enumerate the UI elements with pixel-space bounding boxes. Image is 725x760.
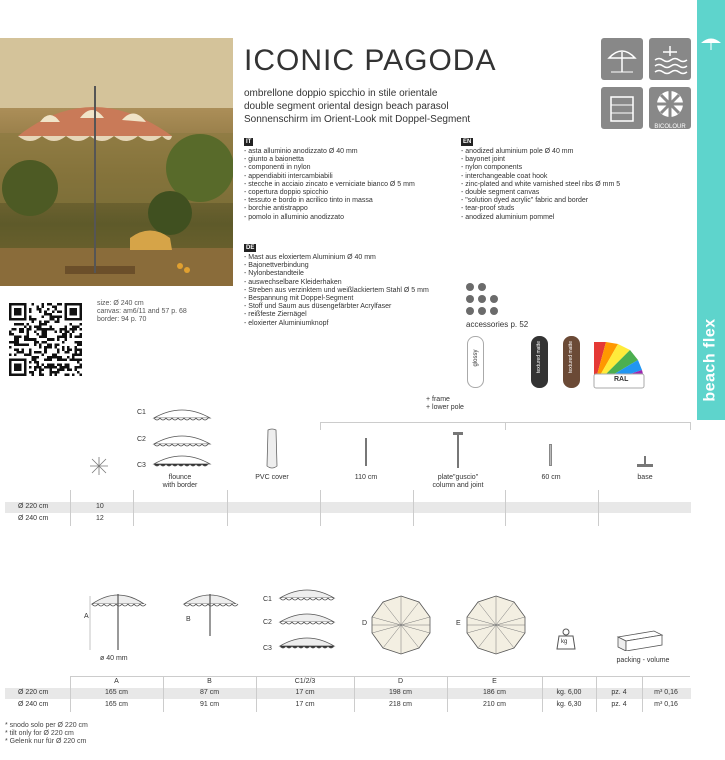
dim-c1-label: C1 [263, 596, 272, 603]
dim-d-drawing [370, 594, 432, 661]
finish-textured-brown-label: textured matte [568, 341, 574, 373]
dims-cell-e: 210 cm [483, 701, 506, 708]
plate-label [416, 474, 500, 490]
flounce-line: flounce [168, 474, 192, 481]
dims-header-b: B [207, 678, 212, 685]
dim-a-label: A [84, 613, 89, 620]
spec-item-it: - giunto a baionetta [244, 156, 304, 164]
dim-e-label: E [456, 620, 461, 627]
packing-volume-label: packing - volume [616, 657, 670, 664]
umbrella-badge [601, 38, 643, 80]
dims-cell-kg: kg. 6,30 [556, 701, 582, 708]
qr-code [9, 303, 82, 376]
footnotes [5, 722, 88, 747]
spec-item-de: - eloxierter Aluminiumknopf [244, 319, 329, 327]
bicolour-badge [649, 87, 691, 129]
spec-item-de: - Nylonbestandteile [244, 270, 304, 278]
finish-textured-brown [563, 336, 580, 388]
spec-item-it: - pomolo in alluminio anodizzato [244, 213, 344, 221]
page-title: ICONIC PAGODA [244, 44, 497, 77]
dims-cell-size: Ø 240 cm [18, 701, 49, 708]
spec-item-de: - Streben aus verzinktem und weißlackiertem Stahl Ø 5 mm [244, 286, 429, 294]
spec-item-de: - Bespannung mit Doppel-Segment [244, 295, 354, 303]
spec-item-en: - interchangeable coat hook [461, 172, 548, 180]
finish-textured-dark-label: textured matte [536, 341, 542, 373]
dims-cell-m3: m³ 0,16 [654, 689, 678, 696]
flounce-drawing [150, 402, 214, 477]
spec-item-en: - anodized aluminium pole Ø 40 mm [461, 148, 574, 155]
spec-item-it: - asta alluminio anodizzato Ø 40 mm [244, 148, 358, 155]
bracket-tick [505, 422, 506, 430]
umbrella-tab-icon [700, 36, 722, 55]
bracket-tick [320, 422, 321, 430]
with-border-line: with border [162, 482, 198, 490]
specs-de [244, 236, 429, 328]
dims-cell-a: 165 cm [105, 689, 128, 696]
options-size-220: Ø 220 cm [18, 503, 49, 510]
frame-note [426, 396, 464, 412]
flounce-label [140, 474, 220, 490]
dims-cell-d: 218 cm [389, 701, 412, 708]
accessories-dots-icon [465, 282, 501, 323]
spec-item-de: - Mast aus eloxiertem Aluminium Ø 40 mm [244, 254, 376, 261]
bicolour-label: BICOLOUR [654, 124, 686, 130]
lang-tag-de: DE [246, 245, 255, 251]
side-tab-label: beach flex [702, 318, 720, 402]
option-c2-label: C2 [137, 436, 146, 443]
ral-fan-icon [592, 336, 646, 395]
weight-kg-label: kg [561, 639, 568, 645]
info-canvas: canvas: am6/11 and 57 p. 68 [97, 308, 187, 316]
dims-cell-pz: pz. 4 [611, 689, 627, 696]
lower-pole-line: + lower pole [426, 404, 464, 412]
dim-c3-label: C3 [263, 645, 272, 652]
dim-c-drawing [276, 582, 338, 659]
dims-cell-c: 17 cm [295, 689, 315, 696]
dims-cell-b: 87 cm [199, 689, 220, 696]
col-divider [598, 490, 599, 526]
product-photo [0, 38, 233, 286]
option-c3-label: C3 [137, 462, 146, 469]
spec-item-de: - Bajonettverbindung [244, 262, 309, 270]
dims-header-e: E [492, 678, 497, 685]
waterproof-badge [649, 38, 691, 80]
frame-line: + frame [426, 396, 450, 403]
dims-cell-b: 91 cm [199, 701, 220, 708]
pole-60-drawing [549, 444, 552, 466]
dims-cell-kg: kg. 6,00 [556, 689, 582, 696]
spec-item-it: - appendiabiti intercambiabili [244, 172, 333, 180]
dim-c2-label: C2 [263, 619, 272, 626]
dims-header-a: A [114, 678, 119, 685]
spec-item-en: - bayonet joint [461, 156, 505, 164]
spec-item-it: - copertura doppio spicchio [244, 189, 329, 197]
base-label: base [637, 474, 653, 481]
options-size-240: Ø 240 cm [18, 515, 49, 522]
spec-item-en: - zinc-plated and white varnished steel ribs Ø mm 5 [461, 180, 621, 188]
dim-d-label: D [362, 620, 368, 627]
finish-glossy [467, 336, 484, 388]
dims-cell-c: 17 cm [295, 701, 315, 708]
col-divider [320, 490, 321, 526]
beach-stand-badge [601, 87, 643, 129]
spec-item-it: - componenti in nylon [244, 164, 311, 172]
specs-it [244, 130, 415, 222]
plate-line: plate"guscio" [437, 474, 479, 481]
finish-textured-dark [531, 336, 548, 388]
pole-60-label: 60 cm [541, 474, 561, 481]
plate-drawing [452, 432, 464, 473]
col-divider [413, 490, 414, 526]
spec-item-en: - nylon components [461, 164, 523, 172]
packing-box-icon [616, 625, 664, 656]
footnote-de: * Gelenk nur für Ø 220 cm [5, 738, 87, 746]
spec-item-de: - reißfeste Ziernägel [244, 311, 307, 319]
dims-cell-d: 198 cm [389, 689, 412, 696]
pvc-cover-drawing [265, 428, 279, 475]
finish-glossy-label: glossy [473, 349, 479, 367]
col-divider [70, 490, 71, 526]
weight-icon [556, 628, 576, 655]
col-divider [505, 490, 506, 526]
spec-item-it: - borchie antistrappo [244, 205, 308, 213]
bracket-tick [690, 422, 691, 430]
column-joint-line: column and joint [432, 482, 484, 490]
options-ribs-240: 12 [96, 515, 104, 522]
spec-item-en: - anodized aluminium pommel [461, 213, 555, 221]
pole-diameter-label: ø 40 mm [100, 655, 128, 662]
product-info [97, 300, 187, 325]
options-row-band [5, 502, 691, 513]
option-c1-label: C1 [137, 409, 146, 416]
spec-item-de: - Stoff und Saum aus düsengefärbter Acrylfaser [244, 303, 392, 311]
dims-header-d: D [397, 678, 404, 685]
dim-b-label: B [186, 616, 191, 623]
col-divider [133, 490, 134, 526]
accessories-label: accessories p. 52 [466, 320, 529, 329]
dims-cell-e: 186 cm [483, 689, 506, 696]
dim-a-drawing [88, 588, 148, 657]
dims-cell-pz: pz. 4 [611, 701, 627, 708]
info-border: border: 94 p. 70 [97, 316, 147, 324]
spec-item-en: - "solution dyed acrylic" fabric and border [461, 197, 589, 205]
dims-cell-m3: m³ 0,16 [654, 701, 678, 708]
ribs-icon [88, 455, 110, 482]
footnote-it: * snodo solo per Ø 220 cm [5, 722, 88, 729]
info-size: size: Ø 240 cm [97, 300, 144, 307]
subtitle-it: ombrellone doppio spicchio in stile orientale [244, 88, 438, 99]
dim-e-drawing [465, 594, 527, 661]
dims-header-c: C1/2/3 [294, 678, 316, 685]
base-drawing [636, 455, 654, 473]
subtitle-de: Sonnenschirm im Orient-Look mit Doppel-Segment [244, 114, 471, 125]
subtitle-en: double segment oriental design beach parasol [244, 101, 449, 112]
pvc-cover-label: PVC cover [255, 474, 289, 481]
footnote-en: * tilt only for Ø 220 cm [5, 730, 74, 738]
dims-cell-size: Ø 220 cm [18, 689, 49, 696]
lang-tag-en: EN [463, 139, 472, 145]
lang-tag-it: IT [246, 139, 252, 145]
col-divider [227, 490, 228, 526]
specs-en [461, 130, 620, 222]
dims-cell-a: 165 cm [105, 701, 128, 708]
spec-item-it: - stecche in acciaio zincato e verniciate bianco Ø 5 mm [244, 180, 415, 188]
spec-item-en: - double segment canvas [461, 189, 540, 197]
options-ribs-220: 10 [96, 503, 104, 510]
pole-110-drawing [365, 438, 367, 466]
spec-item-en: - tear-proof studs [461, 205, 515, 213]
spec-item-de: - auswechselbare Kleiderhaken [244, 278, 342, 286]
pole-110-label: 110 cm [354, 474, 378, 481]
spec-item-it: - tessuto e bordo in acrilico tinto in massa [244, 197, 373, 205]
ral-label: RAL [614, 376, 629, 383]
